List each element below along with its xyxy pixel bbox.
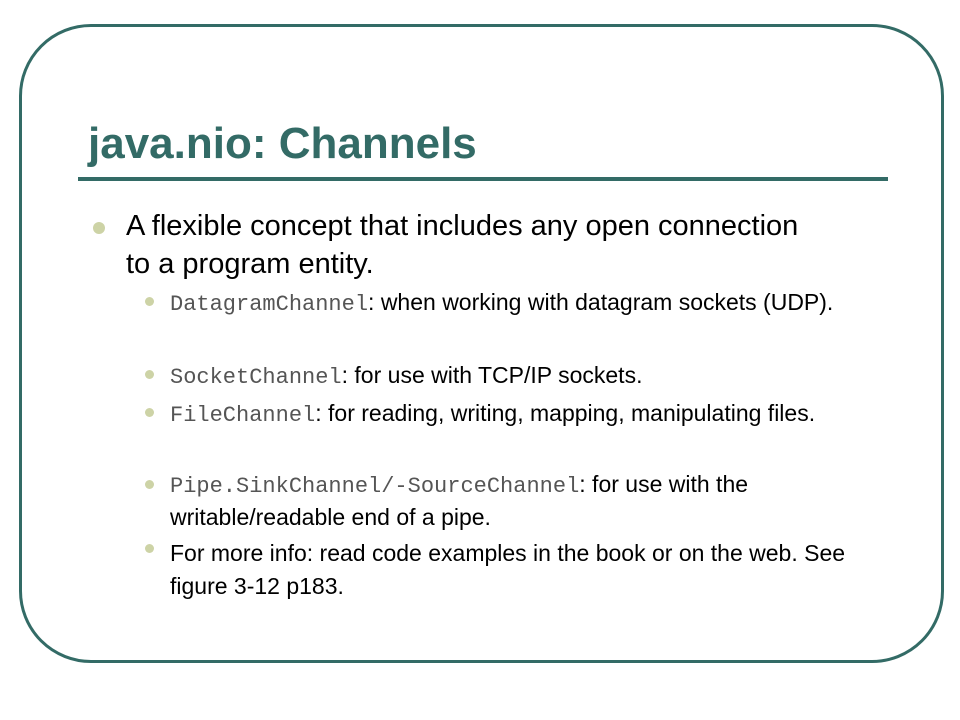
sub-bullet-dot-icon (145, 480, 154, 489)
sub-item-socket-channel (170, 360, 860, 393)
sub-item-text: : for use with TCP/IP sockets. (341, 362, 643, 388)
sub-item-more-info (170, 538, 860, 601)
sub-bullet-dot-icon (145, 297, 154, 306)
sub-bullet-dot-icon (145, 370, 154, 379)
sub-item-pipe-channel (170, 469, 860, 532)
sub-bullet-dot-icon (145, 544, 154, 553)
slide-title: java.nio: Channels (88, 119, 477, 168)
sub-item-text: : for reading, writing, mapping, manipulating files. (315, 400, 816, 426)
sub-item-text: For more info: read code examples in the book or on the web. See figure 3-12 p183. (170, 540, 846, 599)
sub-item-text: : when working with datagram sockets (UDP). (368, 289, 834, 315)
code-term: SocketChannel (170, 365, 342, 390)
sub-bullet-dot-icon (145, 408, 154, 417)
code-term: DatagramChannel (170, 292, 369, 317)
bullet-dot-icon (93, 222, 105, 234)
title-underline (78, 177, 888, 181)
code-term: Pipe.SinkChannel/-SourceChannel (170, 474, 580, 499)
sub-item-text: : for use with the writable/readable end of a pipe. (170, 471, 749, 530)
sub-item-datagram-channel (170, 287, 860, 320)
main-bullet-text: A flexible concept that includes any open connection to a program entity. (126, 210, 799, 280)
sub-item-file-channel (170, 398, 860, 431)
code-term: FileChannel (170, 403, 316, 428)
